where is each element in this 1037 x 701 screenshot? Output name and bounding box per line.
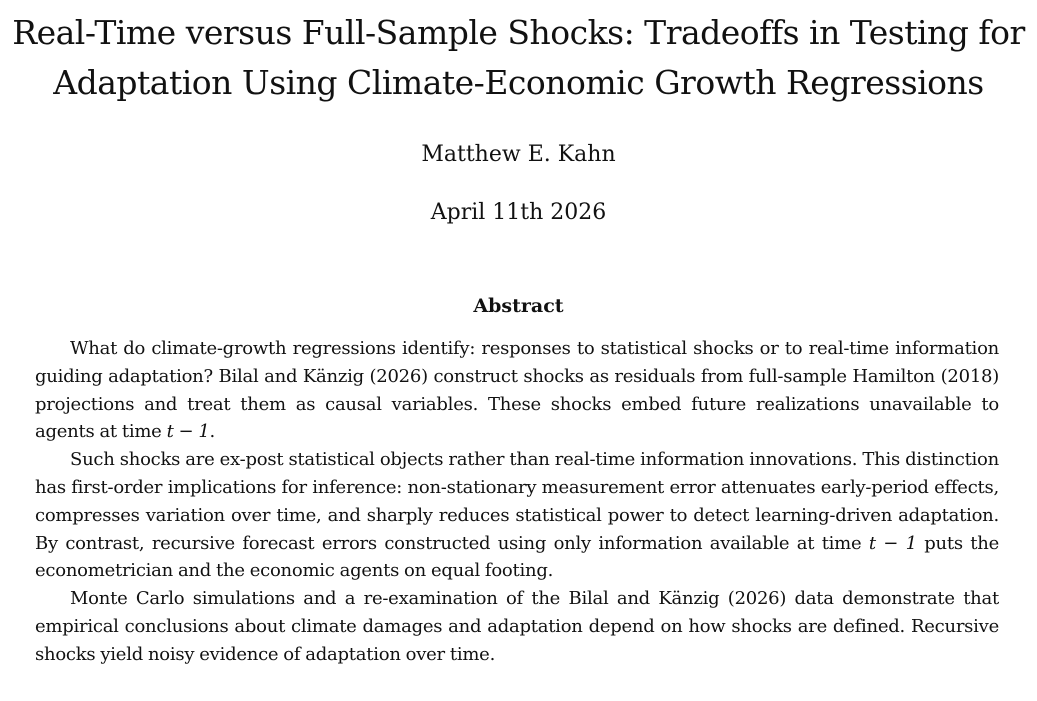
publication-date: April 11th 2026 <box>430 200 607 225</box>
abstract-paragraph-2-text: Such shocks are ex-post statistical objects rather than real-time information innovations. This distinction has first-order implications for inference: non-stationary measurement error attenuates early-period effects, compresses variation over time, and sharply reduces statistical power to detect learning-driven adaptation. By contrast, recursive forecast errors constructed using only information available at time <box>35 449 999 554</box>
title-line-2: Adaptation Using Climate-Economic Growth Regressions <box>53 63 984 102</box>
abstract-heading: Abstract <box>473 295 564 317</box>
paper-title <box>0 8 1037 108</box>
abstract-paragraph-3-text: Monte Carlo simulations and a re-examination of the Bilal and Känzig (2026) data demonstrate that empirical conclusions about climate damages and adaptation depend on how shocks are defined. Recursive shocks yield noisy evidence of adaptation over time. <box>35 588 999 665</box>
author-name: Matthew E. Kahn <box>421 142 616 167</box>
abstract-paragraph-2-math: t − 1 <box>868 532 917 554</box>
abstract-paragraph-2-end: puts the econometrician and the economic agents on equal footing. <box>35 532 999 582</box>
abstract-paragraph-1-text: What do climate-growth regressions identify: responses to statistical shocks or to real-time information guiding adaptation? Bilal and Känzig (2026) construct shocks as residuals from full-sample Hamilton (2018) projections and treat them as causal variables. These shocks embed future realizations unavailable to agents at time <box>35 338 999 443</box>
abstract-paragraph-1-math: t − 1 <box>166 421 210 443</box>
abstract-body <box>35 335 999 669</box>
abstract-paragraph-1 <box>35 335 999 446</box>
title-line-1: Real-Time versus Full-Sample Shocks: Tradeoffs in Testing for <box>12 13 1025 52</box>
abstract-paragraph-2 <box>35 446 999 585</box>
abstract-paragraph-3 <box>35 585 999 668</box>
abstract-paragraph-1-end: . <box>209 421 216 443</box>
